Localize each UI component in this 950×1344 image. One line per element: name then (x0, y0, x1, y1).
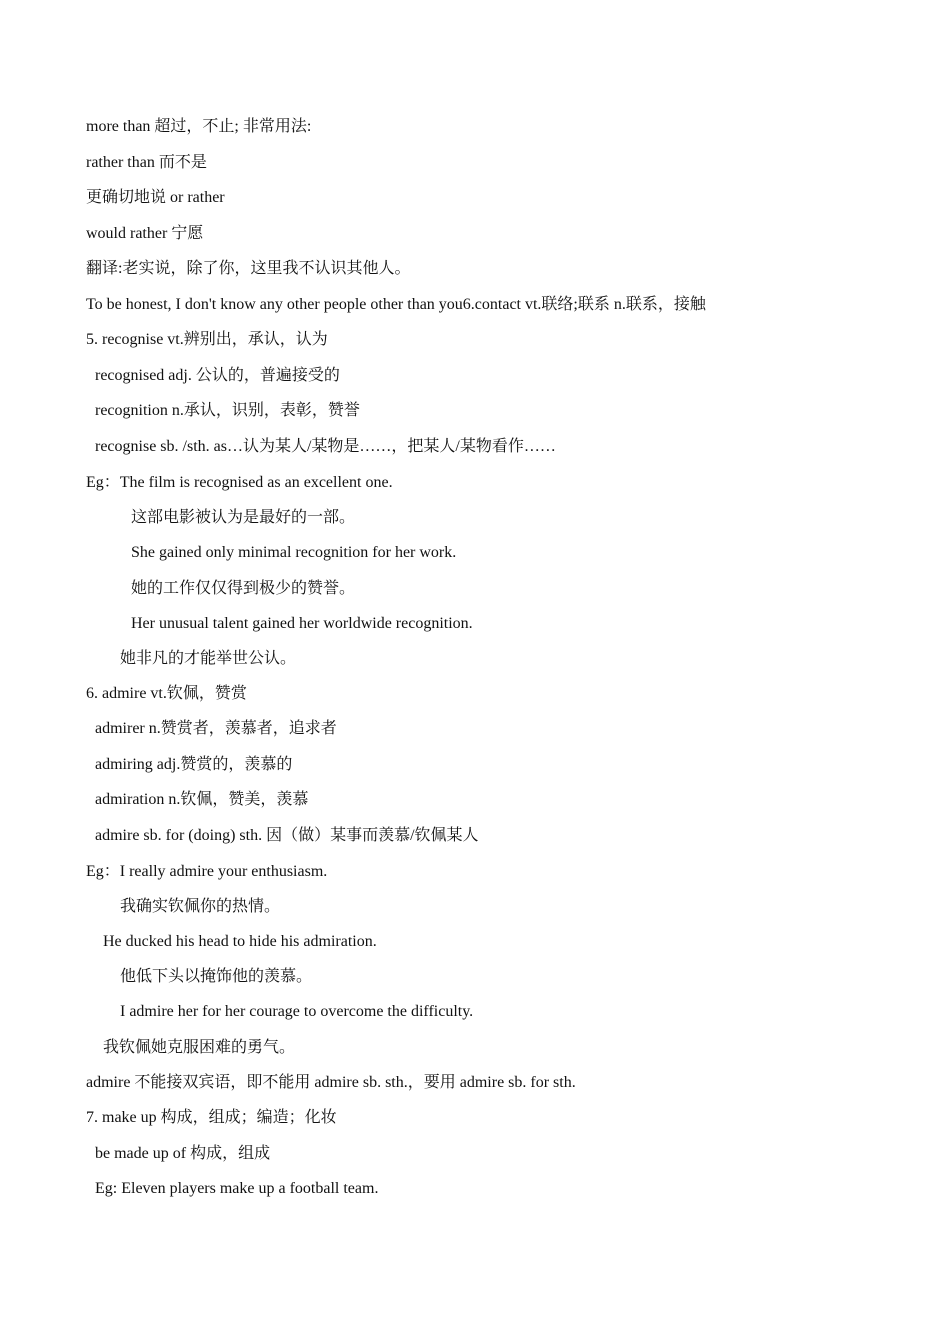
text-line: rather than 而不是 (86, 154, 207, 171)
text-line: admire sb. for (doing) sth. 因（做）某事而羡慕/钦佩某人 (95, 827, 479, 844)
text-line: 我确实钦佩你的热情。 (120, 898, 281, 915)
text-line: 翻译:老实说，除了你，这里我不认识其他人。 (86, 260, 411, 277)
text-line: She gained only minimal recognition for her work. (131, 544, 457, 561)
section-heading: 5. recognise vt.辨别出，承认，认为 (86, 331, 328, 348)
text-line: admiration n.钦佩，赞美，羡慕 (95, 791, 309, 808)
text-line: recognised adj. 公认的，普遍接受的 (95, 367, 340, 384)
text-line: recognition n.承认，识别，表彰，赞誉 (95, 402, 360, 419)
section-heading: 7. make up 构成，组成；编造；化妆 (86, 1109, 337, 1126)
text-line: 他低下头以掩饰他的羡慕。 (120, 968, 313, 985)
text-line: He ducked his head to hide his admiration. (103, 933, 377, 950)
example-line: Eg：I really admire your enthusiasm. (86, 863, 328, 880)
text-line: Her unusual talent gained her worldwide recognition. (131, 615, 473, 632)
text-line: 这部电影被认为是最好的一部。 (131, 509, 356, 526)
text-line: recognise sb. /sth. as…认为某人/某物是……，把某人/某物看作…… (95, 438, 556, 455)
text-line: more than 超过，不止; 非常用法: (86, 118, 312, 135)
text-line: I admire her for her courage to overcome the difficulty. (120, 1003, 474, 1020)
text-line: 我钦佩她克服困难的勇气。 (103, 1039, 296, 1056)
text-line: admirer n.赞赏者，羡慕者，追求者 (95, 720, 337, 737)
example-line: Eg：The film is recognised as an excellent one. (86, 474, 393, 491)
text-line: 她非凡的才能举世公认。 (120, 650, 297, 667)
text-line: admiring adj.赞赏的，羡慕的 (95, 756, 293, 773)
section-heading: 6. admire vt.钦佩，赞赏 (86, 685, 247, 702)
note-line: admire 不能接双宾语，即不能用 admire sb. sth.，要用 admire sb. for sth. (86, 1074, 576, 1091)
text-line: 她的工作仅仅得到极少的赞誉。 (131, 580, 356, 597)
text-line: be made up of 构成，组成 (95, 1145, 271, 1162)
text-line: To be honest, I don't know any other people other than you6.contact vt.联络;联系 n.联系，接触 (86, 296, 706, 313)
example-line: Eg: Eleven players make up a football team. (95, 1180, 379, 1197)
text-line: would rather 宁愿 (86, 225, 204, 242)
text-line: 更确切地说 or rather (86, 189, 225, 206)
